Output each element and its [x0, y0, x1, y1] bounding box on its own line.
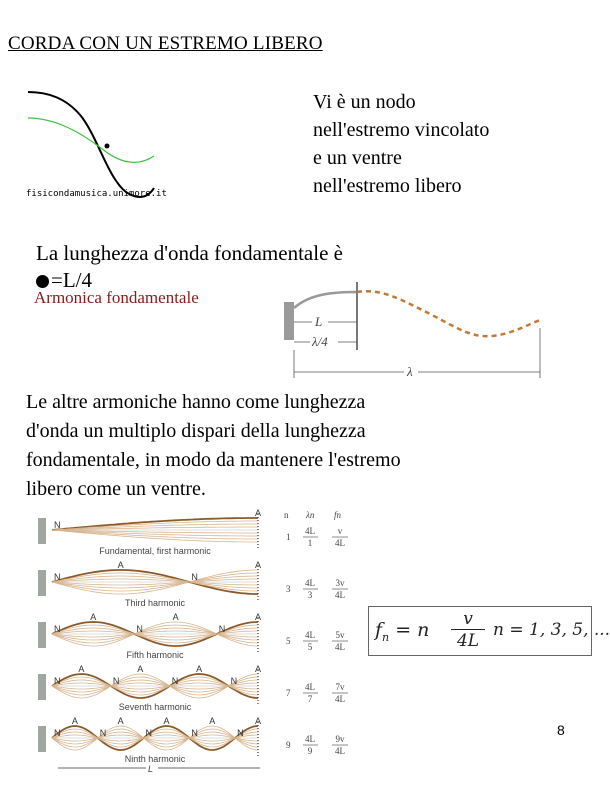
wall-block: [38, 674, 46, 700]
antinode-label: A: [71, 716, 78, 726]
wall-block: [38, 570, 46, 596]
node-label: N: [171, 676, 179, 686]
antinode-label: A: [196, 664, 203, 674]
antinode-label: A: [255, 664, 262, 674]
black-wave: [28, 92, 154, 197]
harmonics-figure: [38, 504, 368, 776]
paragraph-line: fondamentale, in modo da mantenere l'estremo: [26, 449, 401, 471]
label-lambda: λ: [407, 364, 413, 379]
harmonic-name: Fifth harmonic: [126, 650, 184, 660]
node-label: N: [54, 676, 61, 686]
lambda-bullet-icon: [36, 275, 49, 288]
lambda-den: 3: [307, 590, 313, 600]
node-label: N: [237, 728, 244, 738]
node-label: N: [54, 572, 61, 582]
formula-num: v: [451, 609, 485, 630]
frequency-formula: [368, 606, 610, 656]
node-label: N: [112, 676, 120, 686]
f-num: 9v: [335, 734, 345, 744]
label-L: L: [315, 314, 323, 329]
label-quarter-lambda: λ/4: [312, 334, 328, 349]
fundamental-line: La lunghezza d'onda fondamentale è: [36, 241, 343, 265]
node-label: N: [136, 624, 143, 634]
harmonics-paragraph: [26, 388, 586, 504]
lambda-num: 4L: [305, 630, 315, 640]
antinode-label: A: [163, 716, 170, 726]
paragraph-line: Le altre armoniche hanno come lunghezza: [26, 391, 366, 413]
fixed-end-dot: [105, 144, 110, 149]
antinode-label: A: [255, 716, 262, 726]
intro-line: e un ventre: [313, 147, 402, 169]
harmonic-name: Fundamental, first harmonic: [99, 546, 211, 556]
intro-line: Vi è un nodo: [313, 91, 416, 113]
node-label: N: [191, 728, 198, 738]
paragraph-line: d'onda un multiplo dispari della lunghezza: [26, 420, 366, 442]
node-label: N: [230, 676, 238, 686]
harmonic-n: 3: [286, 584, 291, 594]
lambda-num: 4L: [305, 578, 315, 588]
f-num: 5v: [335, 630, 345, 640]
harmonic-name: Seventh harmonic: [118, 702, 192, 712]
quarter-wave-figure: [282, 280, 547, 380]
node-label: N: [145, 728, 153, 738]
f-den: 4L: [335, 590, 345, 600]
wall-block: [38, 726, 46, 752]
green-wave: [28, 118, 154, 162]
harmonic-n: 7: [286, 688, 291, 698]
page-title: CORDA CON UN ESTREMO LIBERO: [8, 33, 323, 54]
lambda-den: 7: [307, 694, 313, 704]
dashed-wave: [357, 291, 540, 336]
col-header-f: fn: [334, 510, 342, 520]
bent-rod: [294, 292, 357, 308]
string-wave-figure: [26, 88, 167, 206]
page-number: 8: [557, 722, 565, 738]
clamp-block: [284, 302, 294, 340]
antinode-label: A: [255, 612, 262, 622]
f-num: 7v: [335, 682, 345, 692]
fundamental-formula: =L/4: [51, 268, 93, 292]
antinode-label: A: [172, 612, 179, 622]
col-header-lambda: λn: [306, 510, 315, 520]
lambda-num: 4L: [305, 526, 315, 536]
formula-eq: = n: [395, 619, 430, 641]
armonica-label: Armonica fondamentale: [34, 288, 199, 307]
intro-line: nell'estremo libero: [313, 175, 462, 197]
f-den: 4L: [335, 746, 345, 756]
antinode-label: A: [117, 716, 124, 726]
antinode-label: A: [137, 664, 144, 674]
intro-line: nell'estremo vincolato: [313, 119, 490, 141]
antinode-label: A: [255, 508, 262, 518]
antinode-label: A: [78, 664, 85, 674]
harmonic-name: Ninth harmonic: [124, 754, 186, 764]
node-label: N: [54, 728, 61, 738]
harmonic-n: 5: [286, 636, 291, 646]
length-label: L: [148, 764, 154, 774]
f-num: v: [337, 526, 343, 536]
formula-den: 4L: [456, 631, 480, 651]
harmonic-n: 1: [286, 532, 291, 542]
formula-lhs: f: [375, 619, 383, 641]
antinode-label: A: [90, 612, 97, 622]
f-num: 3v: [335, 578, 345, 588]
lambda-den: 9: [307, 746, 313, 756]
formula-sub: n: [382, 630, 390, 644]
formula-tail: n = 1, 3, 5, ...: [493, 620, 610, 640]
antinode-label: A: [255, 560, 262, 570]
node-label: N: [218, 624, 226, 634]
f-den: 4L: [335, 538, 345, 548]
f-den: 4L: [335, 642, 345, 652]
col-header-n: n: [284, 510, 289, 520]
antinode-label: A: [117, 560, 124, 570]
wall-block: [38, 518, 46, 544]
harmonic-name: Third harmonic: [124, 598, 186, 608]
lambda-num: 4L: [305, 734, 315, 744]
lambda-num: 4L: [305, 682, 315, 692]
node-label: N: [191, 572, 198, 582]
lambda-den: 5: [307, 642, 313, 652]
antinode-label: A: [209, 716, 216, 726]
intro-text: [313, 88, 583, 200]
watermark: fisicondamusica.unimore.it: [26, 189, 167, 199]
harmonic-n: 9: [286, 740, 291, 750]
lambda-den: 1: [307, 538, 313, 548]
f-den: 4L: [335, 694, 345, 704]
paragraph-line: libero come un ventre.: [26, 478, 206, 500]
node-label: N: [54, 624, 61, 634]
node-label: N: [99, 728, 107, 738]
node-label: N: [54, 520, 61, 530]
wall-block: [38, 622, 46, 648]
